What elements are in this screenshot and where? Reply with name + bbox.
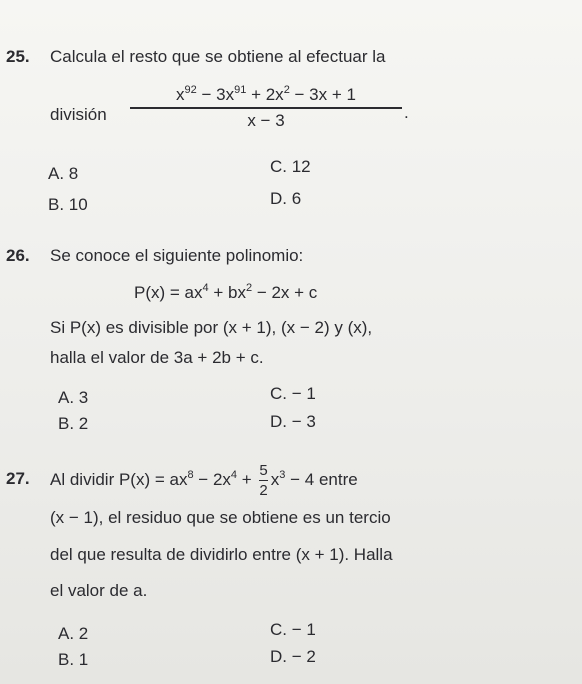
q27-statement-line3: del que resulta de dividirlo entre (x + 1). Halla: [50, 545, 393, 564]
q27-fraction: $\frac{5}{2}$: [259, 462, 268, 499]
q25-number: 25.: [6, 47, 30, 66]
q25-option-d: D. 6: [270, 189, 302, 208]
q27-number: 27.: [6, 469, 30, 488]
q27-statement-line4: el valor de a.: [50, 581, 148, 600]
q27-option-b: B. 1: [58, 650, 89, 669]
q26-option-d: D. − 3: [270, 412, 316, 431]
q25-option-a: A. 8: [48, 164, 79, 183]
q25-fraction-bar: [130, 107, 402, 109]
q27-option-a: A. 2: [58, 624, 89, 643]
q27-statement-line1: Al dividir $P(x) = ax^8 - 2x^4$ + $\frac{5}{2}$ $x^3 - 4$ entre: [50, 462, 358, 499]
q25-fraction: [130, 84, 402, 131]
q26-option-a: A. 3: [58, 388, 89, 407]
q27-statement-line2: (x − 1), el residuo que se obtiene es un tercio: [50, 508, 391, 527]
q26-option-b: B. 2: [58, 414, 89, 433]
q25-option-c: C. 12: [270, 157, 311, 176]
q25-period: .: [404, 103, 409, 122]
q26-condition: Si P(x) es divisible por (x + 1), (x − 2) y (x),: [50, 318, 373, 337]
q27-option-c: C. − 1: [270, 620, 316, 639]
q25-numerator: $x^{92} - 3x^{91} + 2x^2 - 3x + 1$: [176, 84, 356, 104]
q25-option-b: B. 10: [48, 195, 88, 214]
q26-polynomial: $P(x) = ax^4 + bx^2 - 2x + c$: [134, 282, 318, 302]
q27-option-d: D. − 2: [270, 647, 316, 666]
q26-number: 26.: [6, 246, 30, 265]
q26-statement: Se conoce el siguiente polinomio:: [50, 246, 304, 265]
q25-denominator: x − 3: [247, 111, 285, 130]
q26-option-c: C. − 1: [270, 384, 316, 403]
q25-statement: Calcula el resto que se obtiene al efectuar la: [50, 47, 386, 66]
q26-question: halla el valor de 3a + 2b + c.: [50, 348, 264, 367]
q25-division-label: división: [50, 105, 107, 124]
